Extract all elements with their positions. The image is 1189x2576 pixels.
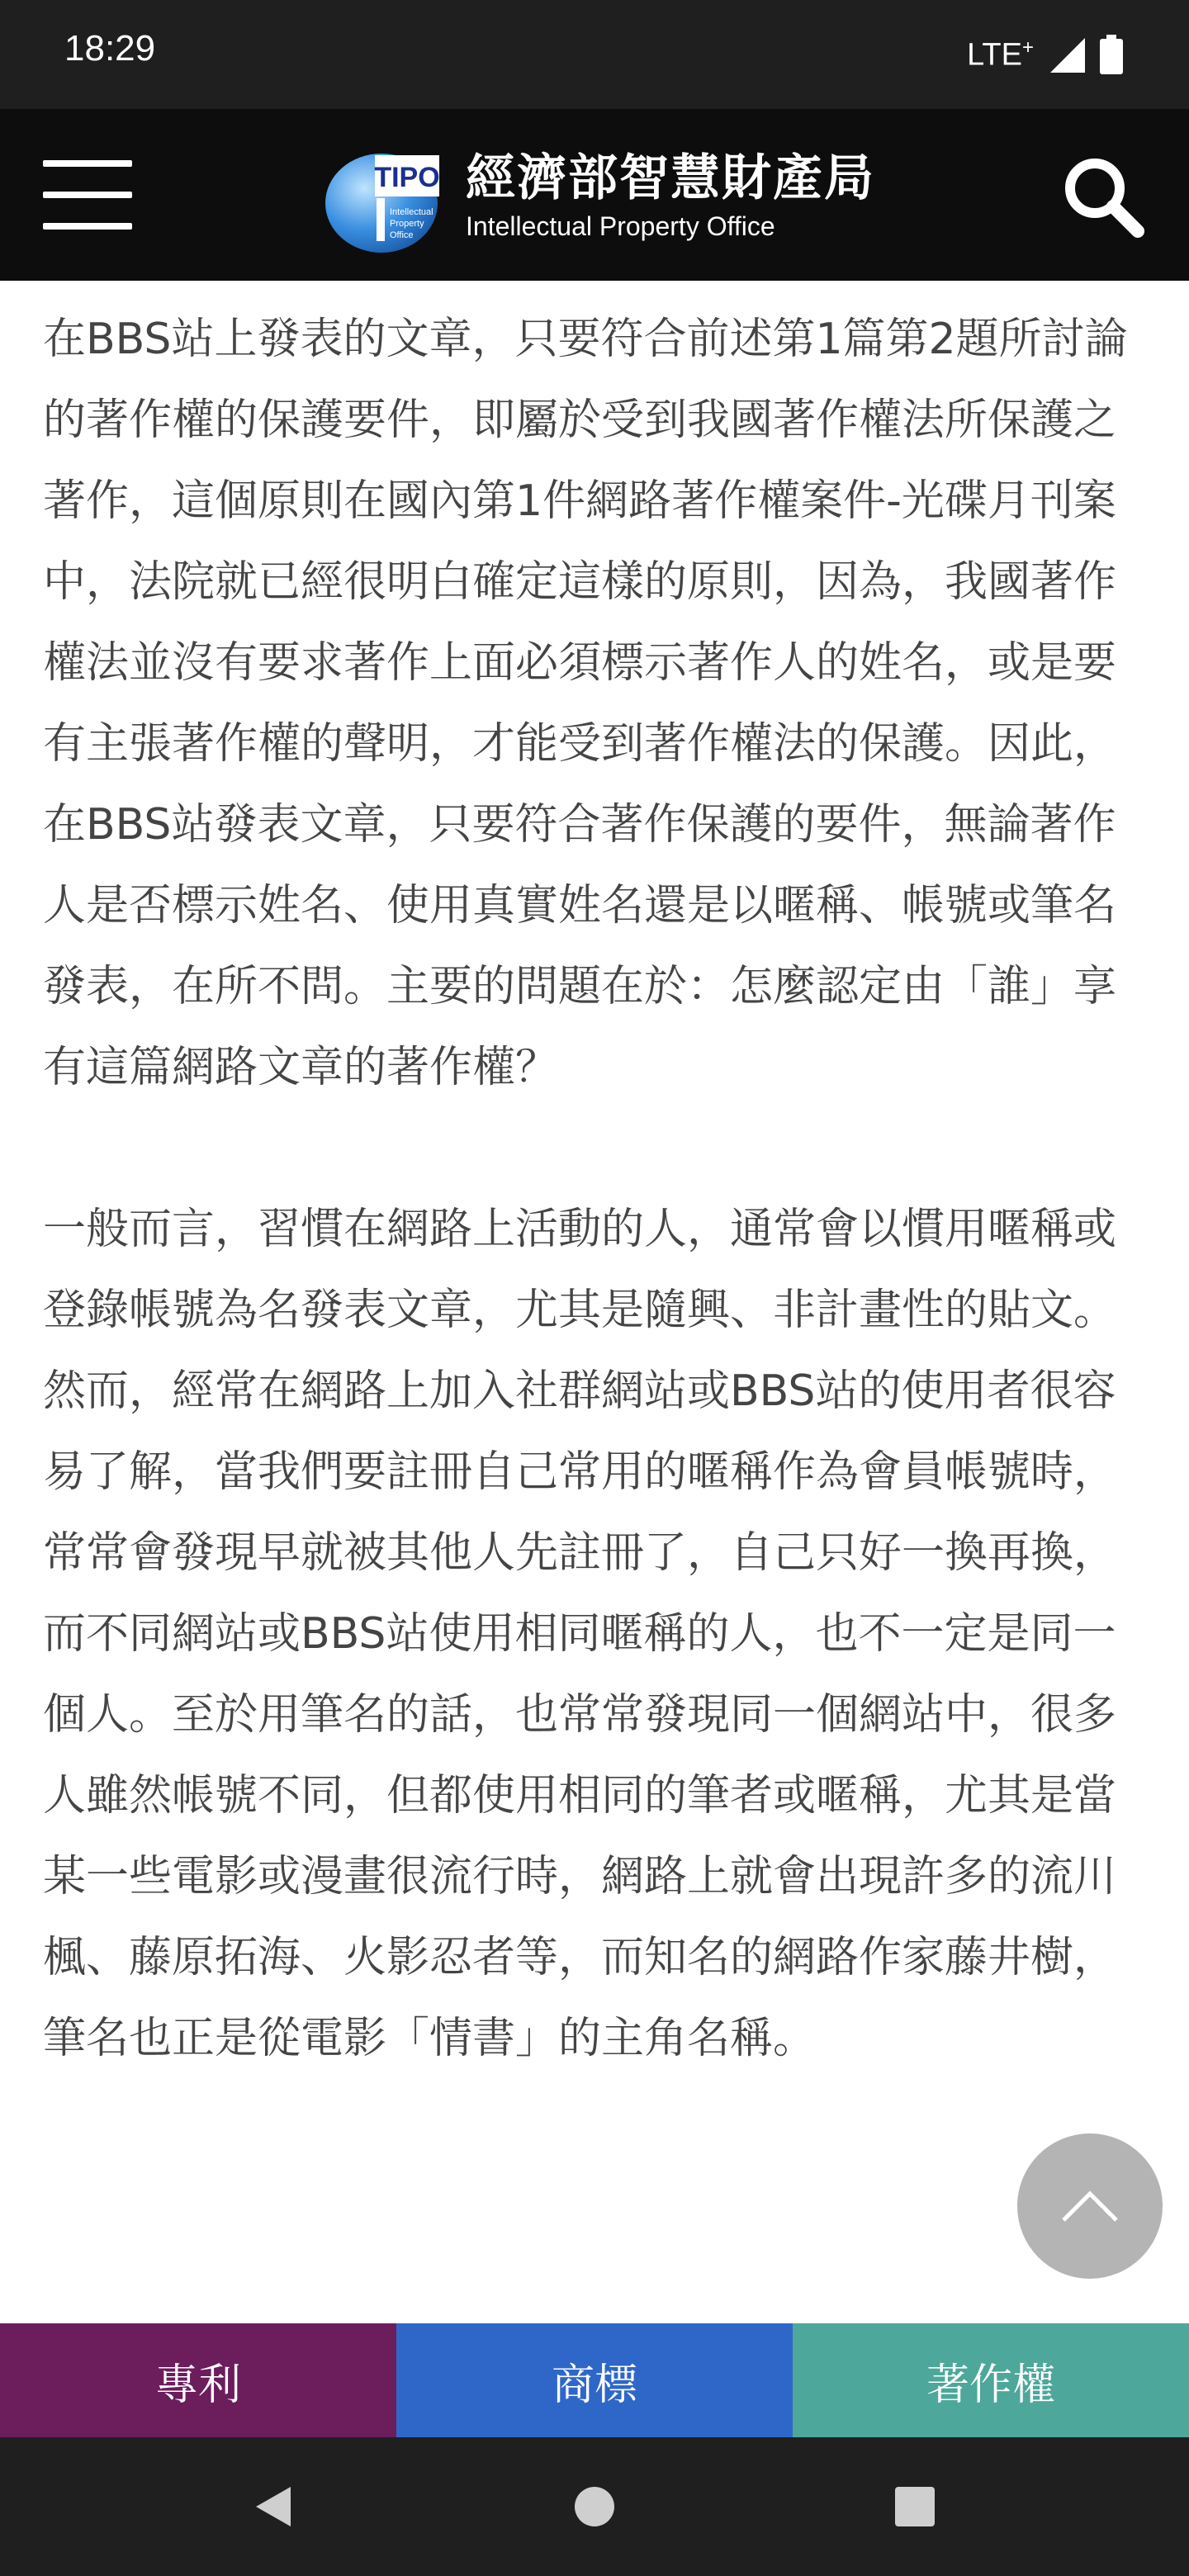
- site-logo[interactable]: [322, 139, 875, 254]
- tab-copyright[interactable]: 著作權: [793, 2323, 1189, 2437]
- status-icons: [967, 30, 1123, 79]
- network-type: LTE+: [967, 36, 1034, 73]
- tipo-logo-icon: [322, 139, 446, 254]
- site-header: [0, 109, 1189, 281]
- recents-icon[interactable]: [890, 2482, 940, 2531]
- search-icon[interactable]: [1057, 150, 1148, 241]
- tab-trademark[interactable]: 商標: [396, 2323, 793, 2437]
- logo-title-zh: 經濟部智慧財產局: [466, 149, 875, 207]
- signal-icon: [1047, 35, 1087, 74]
- back-icon[interactable]: [248, 2482, 297, 2531]
- system-nav-bar: [0, 2437, 1189, 2576]
- article-body: [43, 299, 1158, 2160]
- menu-icon[interactable]: [43, 160, 132, 230]
- svg-text:TIPO: TIPO: [374, 162, 440, 193]
- svg-text:Intellectual: Intellectual: [390, 207, 433, 217]
- chevron-up-icon: [1057, 2185, 1123, 2227]
- logo-title-en: Intellectual Property Office: [466, 211, 775, 241]
- svg-text:Office: Office: [390, 230, 414, 240]
- scroll-to-top-button[interactable]: [1017, 2133, 1163, 2279]
- svg-text:Property: Property: [390, 219, 424, 229]
- article-paragraph: 一般而言，習慣在網路上活動的人，通常會以慣用暱稱或登錄帳號為名發表文章，尤其是隨興、非計畫性的貼文。然而，經常在網路上加入社群網站或BBS站的使用者很容易了解，當我們要註冊自己常用的暱稱作為會員帳號時，常常會發現早就被其他人先註冊了，自己只好一換再換，而不同網站或BBS站使用相同暱稱的人，也不一定是同一個人。至於用筆名的話，也常常發現同一個網站中，很多人雖然帳號不同，但都使用相同的筆者或暱稱，尤其是當某一些電影或漫畫很流行時，網路上就會出現許多的流川楓、藤原拓海、火影忍者等，而知名的網路作家藤井樹，筆名也正是從電影「情書」的主角名稱。: [43, 1205, 1117, 2063]
- tab-patent[interactable]: 專利: [0, 2323, 396, 2437]
- battery-icon: [1100, 35, 1123, 74]
- logo-text: [466, 149, 875, 244]
- status-time: 18:29: [64, 28, 156, 69]
- home-icon[interactable]: [570, 2482, 619, 2531]
- status-bar: [0, 0, 1189, 109]
- article-paragraph: 在BBS站上發表的文章，只要符合前述第1篇第2題所討論的著作權的保護要件，即屬於受到我國著作權法所保護之著作，這個原則在國內第1件網路著作權案件-光碟月刊案中，法院就已經很明白確定這樣的原則，因為，我國著作權法並沒有要求著作上面必須標示著作人的姓名，或是要有主張著作權的聲明，才能受到著作權法的保護。因此，在BBS站發表文章，只要符合著作保護的要件，無論著作人是否標示姓名、使用真實姓名還是以暱稱、帳號或筆名發表，在所不問。主要的問題在於：怎麼認定由「誰」享有這篇網路文章的著作權？: [43, 315, 1128, 1092]
- bottom-tab-bar: [0, 2323, 1189, 2437]
